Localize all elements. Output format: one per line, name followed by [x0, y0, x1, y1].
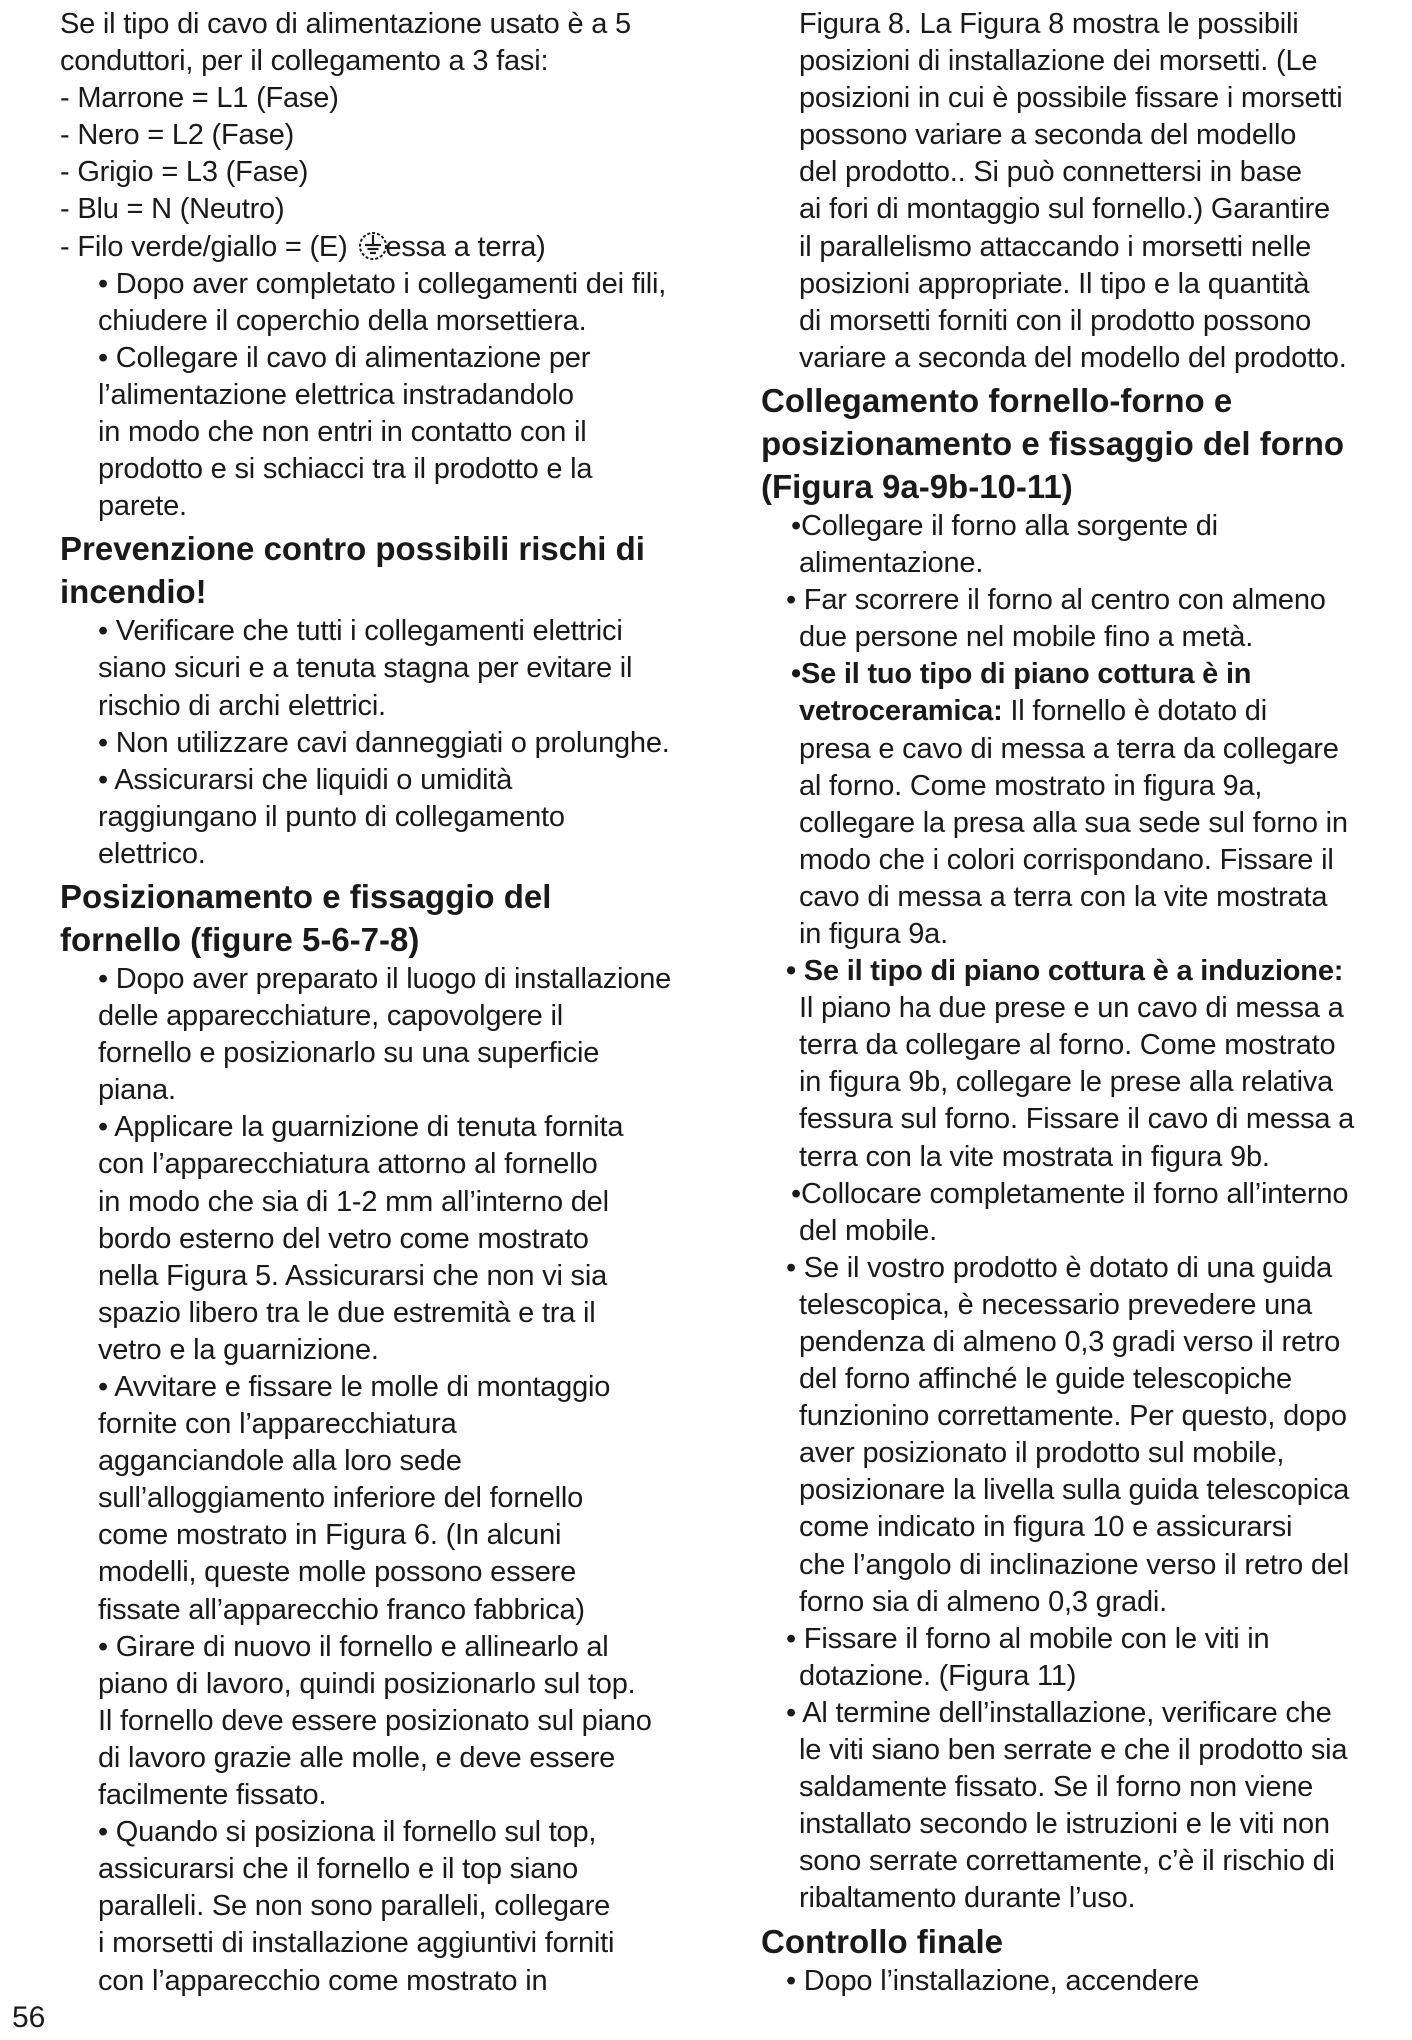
intro-line: conduttori, per il collegamento a 3 fasi:: [60, 45, 549, 78]
section-heading-fire: Prevenzione contro possibili rischi di: [60, 530, 645, 568]
section-heading-hob: fornello (figure 5-6-7-8): [60, 920, 420, 958]
bullet-line: con l’apparecchio come mostrato in: [98, 1964, 548, 1997]
bullet-line: al forno. Come mostrato in figura 9a,: [799, 769, 1263, 802]
bullet-line: •Collegare il forno alla sorgente di: [791, 509, 1218, 542]
oven-bullet: [761, 508, 1411, 582]
bullet-line: telescopica, è necessario prevedere una: [799, 1288, 1312, 1321]
intro-line: Se il tipo di cavo di alimentazione usato è a 5: [60, 8, 631, 40]
body-line: il parallelismo attaccando i morsetti nelle: [799, 230, 1312, 263]
bullet-line: fornello e posizionarlo su una superficie: [98, 1037, 600, 1070]
bullet-bold-line: • Se il tipo di piano cottura è a induzione:: [786, 955, 1344, 988]
induction-hob-bullet: [761, 953, 1411, 1176]
bullet-bold-text: vetroceramica:: [799, 695, 1003, 728]
bullet-line: con l’apparecchiatura attorno al fornello: [98, 1148, 598, 1181]
bullet-line: funzionino correttamente. Per questo, dopo: [799, 1400, 1347, 1433]
hob-bullet: [60, 1369, 740, 1629]
bullet-line: • Non utilizzare cavi danneggiati o prolunghe.: [98, 726, 670, 759]
bullet-line: terra da collegare al forno. Come mostrato: [799, 1029, 1336, 1062]
bullet-line: bordo esterno del vetro come mostrato: [98, 1222, 589, 1255]
bullet-line: • Dopo l’installazione, accendere: [786, 1964, 1200, 1997]
bullet-line: del forno affinché le guide telescopiche: [799, 1363, 1292, 1396]
bullet-line: • Al termine dell’installazione, verificare che: [786, 1696, 1332, 1729]
bullet-line: che l’angolo di inclinazione verso il retro del: [799, 1548, 1349, 1581]
wire-colour-line: - Nero = L2 (Fase): [60, 119, 295, 152]
intro-bullet: [60, 266, 740, 340]
wire-colour-line: - Grigio = L3 (Fase): [60, 156, 309, 189]
bullet-bold-line: •Se il tuo tipo di piano cottura è in: [791, 658, 1252, 691]
bullet-line: rischio di archi elettrici.: [98, 689, 386, 722]
bullet-line: saldamente fissato. Se il forno non viene: [799, 1771, 1314, 1804]
bullet-line: • Far scorrere il forno al centro con almeno: [786, 584, 1326, 617]
hob-bullet: [60, 1629, 740, 1814]
bullet-line: in modo che sia di 1-2 mm all’interno del: [98, 1185, 609, 1218]
bullet-line: due persone nel mobile fino a metà.: [799, 621, 1254, 654]
wire-colour-line: - Marrone = L1 (Fase): [60, 82, 339, 115]
bullet-line: modo che i colori corrispondano. Fissare il: [799, 843, 1334, 876]
earth-wire-text-start: - Filo verde/giallo = (E): [60, 230, 356, 263]
bullet-line: • Dopo aver preparato il luogo di installazione: [98, 962, 672, 995]
bullet-line: assicurarsi che il fornello e il top siano: [98, 1853, 578, 1886]
bullet-line: posizionare la livella sulla guida telescopica: [799, 1474, 1350, 1507]
bullet-line: facilmente fissato.: [98, 1779, 327, 1812]
bullet-line: Il fornello deve essere posizionato sul piano: [98, 1704, 652, 1737]
hob-bullet: [60, 1814, 740, 1999]
bullet-line: [761, 693, 1411, 730]
section-heading-oven: Collegamento fornello-forno e: [761, 381, 1233, 419]
bullet-line: modelli, queste molle possono essere: [98, 1556, 577, 1589]
bullet-line: • Se il vostro prodotto è dotato di una guida: [786, 1251, 1333, 1284]
bullet-line: cavo di messa a terra con la vite mostrata: [799, 880, 1328, 913]
fire-bullet: [60, 725, 740, 762]
intro-bullet: [60, 340, 740, 525]
earth-wire-text-end: essa a terra): [385, 230, 546, 263]
bullet-line: installato secondo le istruzioni e le viti non: [799, 1808, 1330, 1841]
bullet-line: siano sicuri e a tenuta stagna per evitare il: [98, 652, 633, 685]
bullet-line: Il piano ha due prese e un cavo di messa a: [799, 992, 1344, 1025]
body-line: posizioni di installazione dei morsetti. (Le: [799, 45, 1318, 78]
bullet-line: presa e cavo di messa a terra da collegare: [799, 732, 1339, 765]
bullet-line: • Dopo aver completato i collegamenti dei fili,: [98, 267, 667, 300]
bullet-line: paralleli. Se non sono paralleli, collegare: [98, 1890, 611, 1923]
hob-bullet: [60, 961, 740, 1109]
bullet-line: in figura 9a.: [799, 917, 948, 950]
bullet-line: sono serrate correttamente, c’è il rischio di: [799, 1845, 1335, 1878]
bullet-line: ribaltamento durante l’uso.: [799, 1882, 1136, 1915]
bullet-line: sull’alloggiamento inferiore del fornello: [98, 1482, 584, 1515]
bullet-line: • Applicare la guarnizione di tenuta fornita: [98, 1111, 624, 1144]
bullet-line: in modo che non entri in contatto con il: [98, 416, 587, 449]
earth-wire-line: [60, 229, 740, 266]
bullet-line: • Quando si posiziona il fornello sul top,: [98, 1816, 597, 1849]
section-heading-oven: posizionamento e fissaggio del forno: [761, 424, 1345, 462]
bullet-line: in figura 9b, collegare le prese alla relativa: [799, 1066, 1334, 1099]
oven-bullet: [761, 582, 1411, 656]
bullet-text: Il fornello è dotato di: [1002, 695, 1267, 728]
bullet-line: • Avvitare e fissare le molle di montaggio: [98, 1371, 611, 1403]
fire-bullet: [60, 762, 740, 873]
wire-colour-line: - Blu = N (Neutro): [60, 193, 285, 226]
bullet-line: spazio libero tra le due estremità e tra il: [98, 1296, 596, 1329]
section-heading-fire: incendio!: [60, 573, 207, 611]
bullet-line: raggiungano il punto di collegamento: [98, 800, 565, 833]
bullet-line: fessura sul forno. Fissare il cavo di messa a: [799, 1103, 1355, 1136]
bullet-line: come indicato in figura 10 e assicurarsi: [799, 1511, 1293, 1544]
bullet-line: • Collegare il cavo di alimentazione per: [98, 341, 591, 374]
hob-bullet: [60, 1109, 740, 1369]
bullet-line: dotazione. (Figura 11): [799, 1659, 1077, 1692]
bullet-line: • Assicurarsi che liquidi o umidità: [98, 763, 513, 796]
body-line: posizioni appropriate. Il tipo e la quantità: [799, 267, 1310, 300]
bullet-line: fissate all’apparecchio franco fabbrica): [98, 1593, 585, 1626]
section-heading-final-check: Controllo finale: [761, 1922, 1003, 1960]
oven-bullet: [761, 1250, 1411, 1621]
bullet-line: del mobile.: [799, 1214, 938, 1247]
bullet-line: • Girare di nuovo il fornello e allinearlo al: [98, 1630, 609, 1663]
body-line: possono variare a seconda del modello: [799, 119, 1297, 152]
bullet-line: fornite con l’apparecchiatura: [98, 1408, 457, 1441]
body-line: variare a seconda del modello del prodotto.: [799, 341, 1347, 374]
bullet-line: i morsetti di installazione aggiuntivi forniti: [98, 1927, 615, 1960]
fire-bullet: [60, 613, 740, 724]
oven-bullet: [761, 1621, 1411, 1695]
bullet-line: • Verificare che tutti i collegamenti elettrici: [98, 615, 623, 648]
body-line: del prodotto.. Si può connettersi in base: [799, 156, 1302, 189]
bullet-line: • Fissare il forno al mobile con le viti in: [786, 1622, 1270, 1655]
body-line: Figura 8. La Figura 8 mostra le possibili: [799, 8, 1299, 40]
section-heading-hob: Posizionamento e fissaggio del: [60, 877, 552, 915]
left-column: [60, 6, 740, 2000]
bullet-line: parete.: [98, 490, 187, 523]
bullet-line: prodotto e si schiacci tra il prodotto e la: [98, 453, 593, 486]
oven-bullet: [761, 1695, 1411, 1918]
bullet-line: piano di lavoro, quindi posizionarlo sul top.: [98, 1667, 636, 1700]
page-number: 56: [12, 2001, 46, 2034]
bullet-line: le viti siano ben serrate e che il prodotto sia: [799, 1734, 1348, 1767]
body-line: posizioni in cui è possibile fissare i morsetti: [799, 82, 1343, 115]
bullet-line: nella Figura 5. Assicurarsi che non vi sia: [98, 1259, 608, 1292]
bullet-line: elettrico.: [98, 837, 206, 870]
body-line: di morsetti forniti con il prodotto possono: [799, 304, 1312, 337]
bullet-line: vetro e la guarnizione.: [98, 1333, 379, 1366]
bullet-line: come mostrato in Figura 6. (In alcuni: [98, 1519, 562, 1552]
bullet-line: delle apparecchiature, capovolgere il: [98, 1000, 563, 1033]
oven-bullet: [761, 1176, 1411, 1250]
bullet-line: l’alimentazione elettrica instradandolo: [98, 378, 574, 411]
bullet-line: chiudere il coperchio della morsettiera.: [98, 304, 587, 337]
section-heading-oven: (Figura 9a-9b-10-11): [761, 467, 1073, 505]
bullet-line: •Collocare completamente il forno all’interno: [791, 1177, 1349, 1210]
bullet-line: pendenza di almeno 0,3 gradi verso il retro: [799, 1326, 1341, 1358]
ceramic-hob-bullet: [761, 656, 1411, 953]
bullet-line: agganciandole alla loro sede: [98, 1445, 462, 1478]
bullet-line: alimentazione.: [799, 547, 984, 580]
bullet-line: terra con la vite mostrata in figura 9b.: [799, 1140, 1270, 1173]
right-column: [761, 6, 1411, 2000]
body-line: ai fori di montaggio sul fornello.) Garantire: [799, 193, 1330, 226]
bullet-line: di lavoro grazie alle molle, e deve essere: [98, 1741, 616, 1774]
bullet-line: aver posizionato il prodotto sul mobile,: [799, 1437, 1285, 1470]
bullet-line: collegare la presa alla sua sede sul forno in: [799, 806, 1348, 839]
bullet-line: forno sia di almeno 0,3 gradi.: [799, 1585, 1167, 1618]
bullet-line: piana.: [98, 1074, 176, 1107]
